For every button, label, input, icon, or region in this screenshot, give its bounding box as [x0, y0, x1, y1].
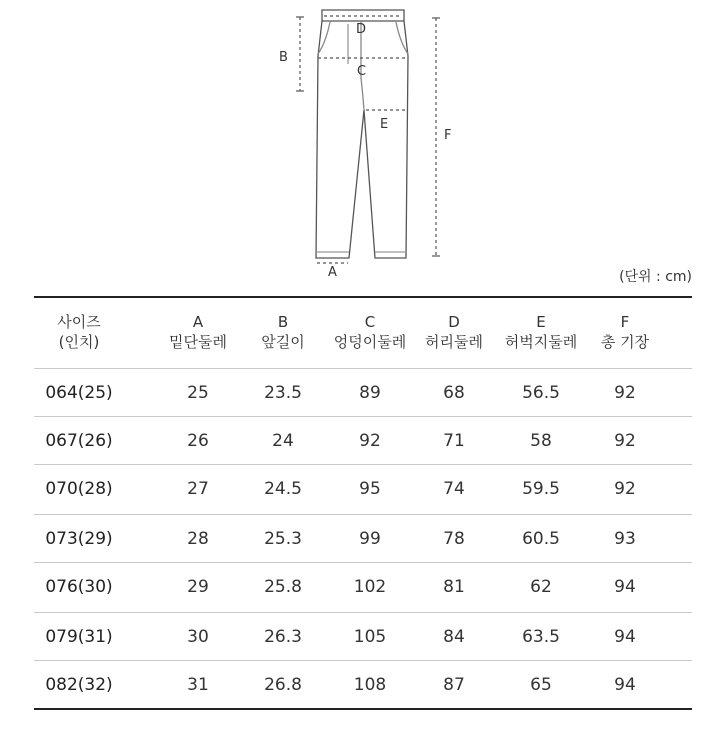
cell-c: 99 — [359, 529, 381, 549]
cell-e: 62 — [530, 577, 552, 597]
cell-c: 95 — [359, 479, 381, 499]
header-a: A 밑단둘레 — [169, 313, 227, 351]
cell-f: 92 — [614, 431, 636, 451]
cell-d: 71 — [443, 431, 465, 451]
table-top-rule — [34, 296, 692, 298]
cell-c: 108 — [353, 675, 387, 695]
table-row — [34, 562, 692, 611]
header-c: C 엉덩이둘레 — [333, 313, 407, 351]
label-d: D — [356, 22, 367, 37]
cell-d: 81 — [443, 577, 465, 597]
cell-c: 92 — [359, 431, 381, 451]
label-c: C — [357, 64, 367, 79]
label-b: B — [279, 50, 288, 65]
table-row — [34, 464, 692, 513]
pants-outline — [316, 21, 408, 258]
label-e: E — [380, 117, 389, 132]
header-e: E 허벅지둘레 — [504, 313, 578, 351]
table-row — [34, 368, 692, 417]
label-a: A — [328, 265, 337, 280]
cell-b: 25.8 — [264, 577, 302, 597]
cell-d: 87 — [443, 675, 465, 695]
cell-f: 92 — [614, 383, 636, 403]
pants-measurement-diagram — [0, 0, 722, 296]
cell-b: 26.3 — [264, 627, 302, 647]
cell-e: 63.5 — [522, 627, 560, 647]
cell-f: 94 — [614, 675, 636, 695]
size-cell: 079(31) — [45, 627, 113, 647]
size-cell: 070(28) — [45, 479, 113, 499]
cell-a: 29 — [187, 577, 209, 597]
header-d: D 허리둘레 — [425, 313, 483, 351]
cell-a: 27 — [187, 479, 209, 499]
cell-a: 25 — [187, 383, 209, 403]
size-cell: 064(25) — [45, 383, 113, 403]
header-size: 사이즈 (인치) — [57, 313, 101, 351]
cell-e: 56.5 — [522, 383, 560, 403]
table-row — [34, 612, 692, 661]
cell-a: 28 — [187, 529, 209, 549]
cell-f: 93 — [614, 529, 636, 549]
cell-d: 68 — [443, 383, 465, 403]
cell-a: 26 — [187, 431, 209, 451]
size-cell: 082(32) — [45, 675, 113, 695]
label-f: F — [444, 128, 452, 143]
cell-d: 74 — [443, 479, 465, 499]
unit-label: (단위 : cm) — [619, 269, 692, 285]
size-cell: 073(29) — [45, 529, 113, 549]
size-cell: 067(26) — [45, 431, 113, 451]
cell-d: 78 — [443, 529, 465, 549]
table-row — [34, 514, 692, 563]
size-cell: 076(30) — [45, 577, 113, 597]
table-row — [34, 660, 692, 709]
cell-c: 105 — [353, 627, 387, 647]
cell-f: 94 — [614, 577, 636, 597]
table-bottom-rule — [34, 708, 692, 710]
cell-b: 26.8 — [264, 675, 302, 695]
cell-e: 58 — [530, 431, 552, 451]
cell-e: 60.5 — [522, 529, 560, 549]
header-f: F 총 기장 — [600, 313, 650, 351]
cell-d: 84 — [443, 627, 465, 647]
cell-b: 24 — [272, 431, 294, 451]
cell-f: 94 — [614, 627, 636, 647]
cell-b: 25.3 — [264, 529, 302, 549]
table-row — [34, 416, 692, 465]
cell-a: 31 — [187, 675, 209, 695]
cell-a: 30 — [187, 627, 209, 647]
cell-e: 59.5 — [522, 479, 560, 499]
cell-e: 65 — [530, 675, 552, 695]
cell-b: 24.5 — [264, 479, 302, 499]
header-b: B 앞길이 — [261, 313, 305, 351]
cell-c: 89 — [359, 383, 381, 403]
cell-b: 23.5 — [264, 383, 302, 403]
cell-f: 92 — [614, 479, 636, 499]
cell-c: 102 — [353, 577, 387, 597]
